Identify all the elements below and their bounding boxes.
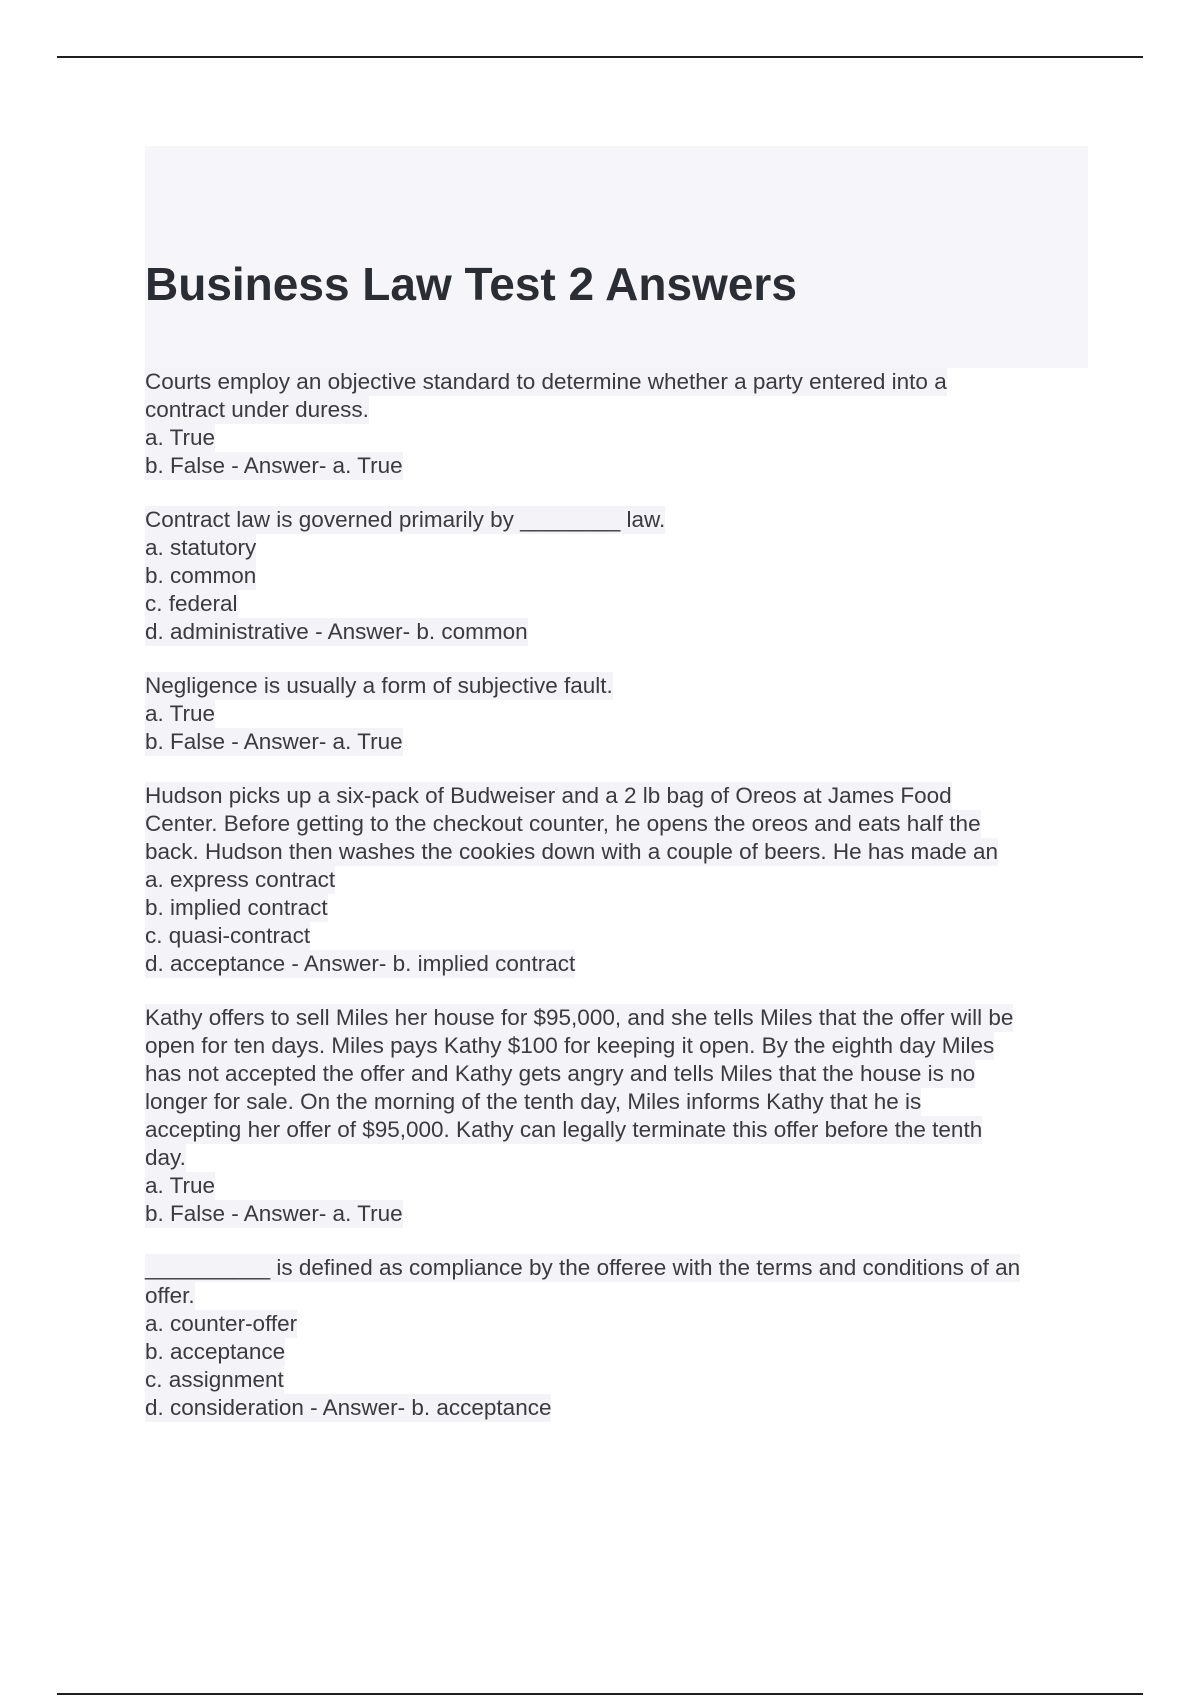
question-line: Negligence is usually a form of subjective fault. <box>145 673 613 698</box>
answer-option: b. False - Answer- a. True <box>145 453 403 478</box>
question-line: longer for sale. On the morning of the tenth day, Miles informs Kathy that he is <box>145 1089 922 1114</box>
question-line: Kathy offers to sell Miles her house for $95,000, and she tells Miles that the offer will be <box>145 1005 1014 1030</box>
question-line: day. <box>145 1145 186 1170</box>
question-line: Contract law is governed primarily by ________ law. <box>145 507 666 532</box>
question-line: contract under duress. <box>145 397 369 422</box>
question-line: open for ten days. Miles pays Kathy $100 for keeping it open. By the eighth day Miles <box>145 1033 995 1058</box>
answer-option: a. True <box>145 425 216 450</box>
answer-option: b. implied contract <box>145 895 328 920</box>
question-5 <box>145 1004 1095 1228</box>
question-line: has not accepted the offer and Kathy gets angry and tells Miles that the house is no <box>145 1061 976 1086</box>
question-line: Hudson picks up a six-pack of Budweiser and a 2 lb bag of Oreos at James Food <box>145 783 952 808</box>
answer-option: b. common <box>145 563 257 588</box>
answer-option: c. quasi-contract <box>145 923 311 948</box>
answer-option: c. assignment <box>145 1367 284 1392</box>
question-line: accepting her offer of $95,000. Kathy can legally terminate this offer before the tenth <box>145 1117 983 1142</box>
question-line: __________ is defined as compliance by the offeree with the terms and conditions of an <box>145 1255 1021 1280</box>
answer-option: a. express contract <box>145 867 336 892</box>
answer-option: a. True <box>145 701 216 726</box>
footer-rule <box>57 1693 1143 1695</box>
document-title: Business Law Test 2 Answers <box>145 258 797 310</box>
question-list <box>145 368 1095 1448</box>
answer-option: d. administrative - Answer- b. common <box>145 619 528 644</box>
answer-option: a. True <box>145 1173 216 1198</box>
answer-option: d. acceptance - Answer- b. implied contract <box>145 951 576 976</box>
answer-option: d. consideration - Answer- b. acceptance <box>145 1395 552 1420</box>
question-line: offer. <box>145 1283 195 1308</box>
answer-option: b. False - Answer- a. True <box>145 1201 403 1226</box>
header-rule <box>57 56 1143 58</box>
question-line: back. Hudson then washes the cookies down with a couple of beers. He has made an <box>145 839 999 864</box>
question-4 <box>145 782 1095 978</box>
answer-option: a. statutory <box>145 535 257 560</box>
question-line: Center. Before getting to the checkout counter, he opens the oreos and eats half the <box>145 811 981 836</box>
question-3 <box>145 672 1095 756</box>
answer-option: b. acceptance <box>145 1339 286 1364</box>
question-1 <box>145 368 1095 480</box>
question-6 <box>145 1254 1095 1422</box>
question-line: Courts employ an objective standard to determine whether a party entered into a <box>145 369 947 394</box>
answer-option: a. counter-offer <box>145 1311 298 1336</box>
question-2 <box>145 506 1095 646</box>
answer-option: b. False - Answer- a. True <box>145 729 403 754</box>
answer-option: c. federal <box>145 591 238 616</box>
